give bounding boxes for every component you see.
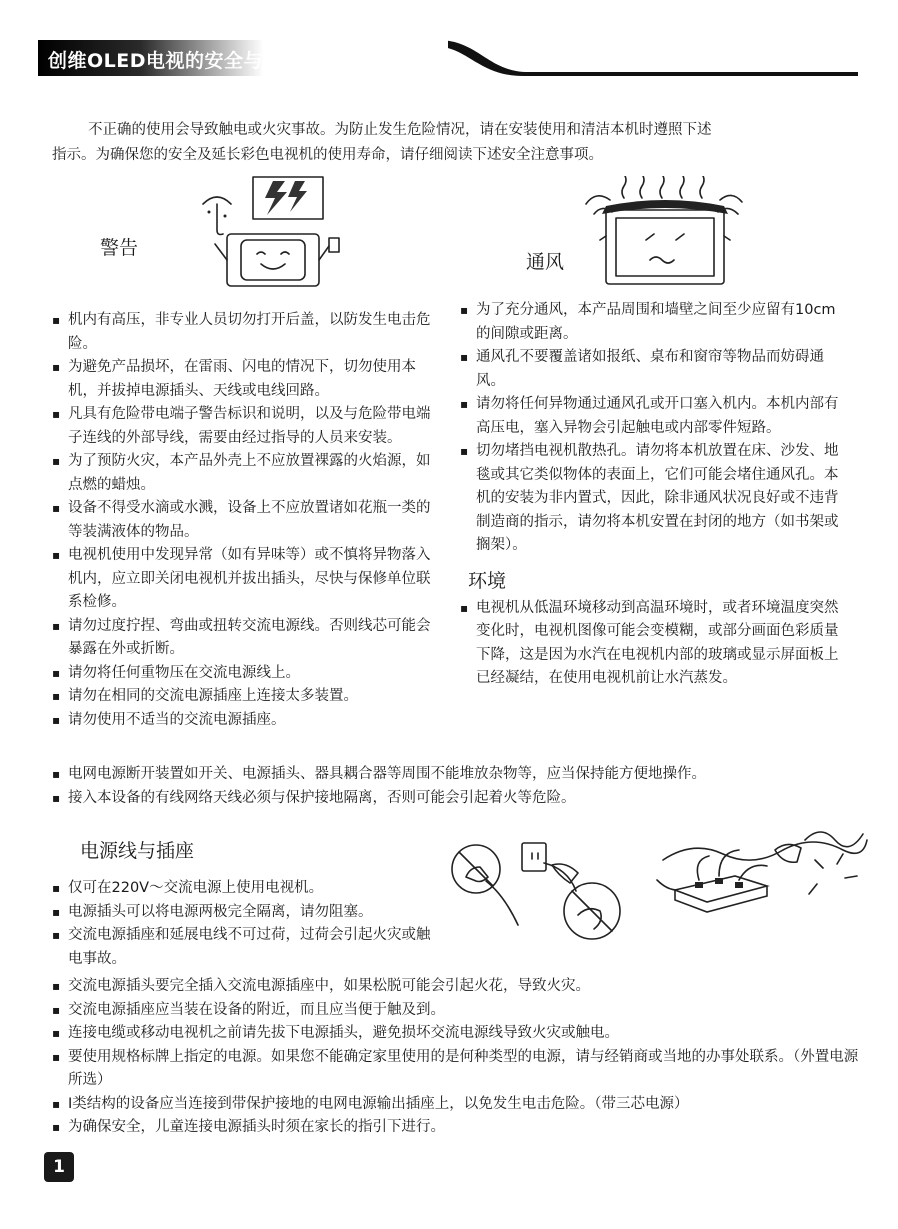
list-item: ▪ 为确保安全，儿童连接电源插头时须在家长的指引下进行。 [52, 1116, 872, 1140]
list-item: ▪ 为了预防火灾，本产品外壳上不应放置裸露的火焰源，如点燃的蜡烛。 [52, 450, 442, 497]
power-full-list [52, 975, 872, 1140]
page-number: 1 [44, 1152, 74, 1182]
list-item: ▪ Ⅰ类结构的设备应当连接到带保护接地的电网电源输出插座上，以免发生电击危险。（带三芯电源） [52, 1093, 872, 1117]
overloaded-socket-illustration [655, 820, 870, 930]
tv-overheat-illustration [580, 176, 750, 296]
list-item: ▪ 请勿在相同的交流电源插座上连接太多装置。 [52, 685, 442, 709]
intro-paragraph: 不正确的使用会导致触电或火灾事故。为防止发生危险情况，请在安装使用和清洁本机时遵照下述 指示。为确保您的安全及延长彩色电视机的使用寿命，请仔细阅读下述安全注意事项。 [52, 122, 712, 163]
warning-full-list [52, 763, 872, 810]
tv-lightning-illustration [195, 172, 355, 292]
list-item: ▪ 要使用规格标牌上指定的电源。如果您不能确定家里使用的是何种类型的电源，请与经销商或当地的办事处联系。（外置电源所选） [52, 1046, 872, 1093]
list-item: ▪ 请勿过度拧捏、弯曲或扭转交流电源线。否则线芯可能会暴露在外或折断。 [52, 615, 442, 662]
list-item: ▪ 仅可在220V～交流电源上使用电视机。 [52, 877, 432, 901]
list-item: ▪ 电源插头可以将电源两极完全隔离，请勿阻塞。 [52, 901, 432, 925]
list-item: ▪ 机内有高压，非专业人员切勿打开后盖，以防发生电击危险。 [52, 309, 442, 356]
power-heading: 电源线与插座 [80, 840, 195, 862]
environment-heading: 环境 [468, 569, 507, 592]
list-item: ▪ 切勿堵挡电视机散热孔。请勿将本机放置在床、沙发、地毯或其它类似物体的表面上，它们可能会堵住通风孔。本机的安装为非内置式，因此，除非通风状况良好或不违背制造商的指示，请勿将本机安置在封闭的地方（如书架或搁架）。 [460, 440, 850, 558]
list-item: ▪ 凡具有危险带电端子警告标识和说明，以及与危险带电端子连线的外部导线，需要由经过指导的人员来安装。 [52, 403, 442, 450]
list-item: ▪ 连接电缆或移动电视机之前请先拔下电源插头，避免损坏交流电源线导致火灾或触电。 [52, 1022, 872, 1046]
list-item: ▪ 请勿使用不适当的交流电源插座。 [52, 709, 442, 733]
list-item: ▪ 电视机从低温环境移动到高温环境时，或者环境温度突然变化时，电视机图像可能会变模糊，或部分画面色彩质量下降，这是因为水汽在电视机内部的玻璃或显示屏面板上已经凝结，在使用电视机前让水汽蒸发。 [460, 597, 850, 691]
ventilation-heading: 通风 [526, 251, 565, 273]
list-item: ▪ 为避免产品损坏，在雷雨、闪电的情况下，切勿使用本机，并拔掉电源插头、天线或电线回路。 [52, 356, 442, 403]
list-item: ▪ 设备不得受水滴或水溅，设备上不应放置诸如花瓶一类的等装满液体的物品。 [52, 497, 442, 544]
warning-list [52, 309, 442, 732]
list-item: ▪ 请勿将任何重物压在交流电源线上。 [52, 662, 442, 686]
list-item: ▪ 交流电源插座和延展电线不可过荷，过荷会引起火灾或触电事故。 [52, 924, 432, 971]
list-item: ▪ 电视机使用中发现异常（如有异味等）或不慎将异物落入机内，应立即关闭电视机并拔出插头，尽快与保修单位联系检修。 [52, 544, 442, 615]
list-item: ▪ 通风孔不要覆盖诸如报纸、桌布和窗帘等物品而妨碍通风。 [460, 346, 850, 393]
power-list [52, 877, 432, 971]
ventilation-list [460, 299, 850, 691]
plug-warning-illustration [448, 835, 638, 955]
list-item: ▪ 交流电源插头要完全插入交流电源插座中，如果松脱可能会引起火花，导致火灾。 [52, 975, 872, 999]
list-item: ▪ 电网电源断开装置如开关、电源插头、器具耦合器等周围不能堆放杂物等，应当保持能方便地操作。 [52, 763, 872, 787]
list-item: ▪ 为了充分通风，本产品周围和墙壁之间至少应留有10cm的间隙或距离。 [460, 299, 850, 346]
page-title: 创维OLED电视的安全与注意事项 [48, 50, 342, 72]
warning-heading: 警告 [100, 237, 139, 259]
list-item: ▪ 请勿将任何异物通过通风孔或开口塞入机内。本机内部有高压电，塞入异物会引起触电或内部零件短路。 [460, 393, 850, 440]
list-item: ▪ 接入本设备的有线网络天线必须与保护接地隔离，否则可能会引起着火等危险。 [52, 787, 872, 811]
list-item: ▪ 交流电源插座应当装在设备的附近，而且应当便于触及到。 [52, 999, 872, 1023]
